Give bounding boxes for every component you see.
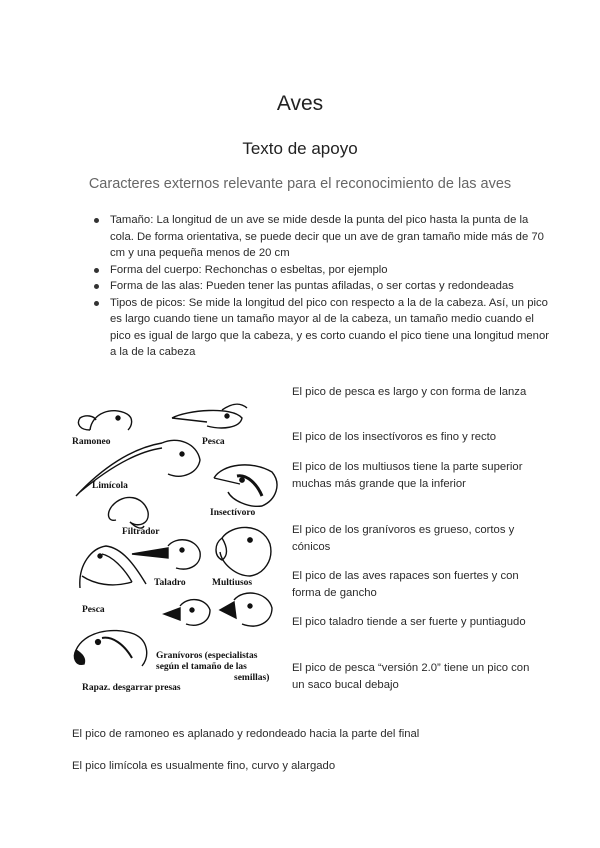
beak-description: El pico de los granívoros es grueso, cortos y cónicos <box>292 524 515 553</box>
multipurpose-beak-head-icon <box>216 527 271 576</box>
list-item: Forma del cuerpo: Rechonchas o esbeltas, por ejemplo <box>110 262 550 279</box>
fishing-bird-head-icon <box>172 404 247 428</box>
label-filtrador: Filtrador <box>122 527 160 537</box>
list-item: Tipos de picos: Se mide la longitud del pico con respecto a la de la cabeza. Así, un pico es largo cuando tiene un tamaño mayor al de la cabeza, un tamaño medio cuando el pico es igual de largo que la cabeza, y es corto cuando el pico tiene una longitud menor a la de la cabeza <box>110 295 550 361</box>
label-ramoneo: Ramoneo <box>72 437 111 447</box>
list-item: Tamaño: La longitud de un ave se mide desde la punta del pico hasta la punta de la cola. De forma orientativa, se puede decir que un ave de gran tamaño mide más de 70 cm y una pequeña menos de 20 cm <box>110 212 550 262</box>
list-item: Forma de las alas: Pueden tener las puntas afiladas, o ser cortas y redondeadas <box>110 278 550 295</box>
drill-beak-head-icon <box>132 540 200 569</box>
beak-description: El pico de pesca es largo y con forma de lanza <box>292 386 527 398</box>
label-pesca-top: Pesca <box>202 437 225 447</box>
filter-feeder-head-icon <box>109 497 149 528</box>
page-title: Aves <box>276 92 324 115</box>
label-granivoros-line3: semillas) <box>234 673 270 683</box>
bird-heads-drawing <box>72 388 284 700</box>
page-subtitle: Texto de apoyo <box>242 139 358 158</box>
label-multiusos: Multiusos <box>212 578 253 588</box>
characteristics-list <box>92 212 550 361</box>
label-granivoros-line2: según el tamaño de las <box>156 662 247 672</box>
label-insectivoro: Insectívoro <box>210 508 256 518</box>
beak-description: El pico de los multiusos tiene la parte superior muchas más grande que la inferior <box>292 461 523 490</box>
section-heading: Caracteres externos relevante para el reconocimiento de las aves <box>88 176 512 192</box>
closing-paragraph: El pico de ramoneo es aplanado y redondeado hacia la parte del final <box>72 728 420 740</box>
raptor-head-icon <box>74 631 146 666</box>
beak-description: El pico de los insectívoros es fino y recto <box>292 431 497 443</box>
label-taladro: Taladro <box>154 578 186 588</box>
beak-description: El pico de pesca “versión 2.0” tiene un pico con un saco bucal debajo <box>292 662 530 691</box>
pelican-head-icon <box>80 546 146 588</box>
closing-paragraph: El pico limícola es usualmente fino, curvo y alargado <box>72 760 336 772</box>
insectivore-head-icon <box>214 465 277 506</box>
label-granivoros-line1: Granívoros (especialistas <box>156 651 258 661</box>
seed-eater-head-icon <box>164 600 210 626</box>
beak-description: El pico taladro tiende a ser fuerte y puntiagudo <box>292 616 526 628</box>
seed-eater-head-icon <box>220 593 272 626</box>
duck-head-icon <box>78 411 131 430</box>
label-limicola: Limícola <box>92 481 128 491</box>
label-pesca-bottom: Pesca <box>82 605 105 615</box>
beak-descriptions <box>292 384 542 696</box>
beak-description: El pico de las aves rapaces son fuertes y con forma de gancho <box>292 570 519 599</box>
label-rapaz: Rapaz. desgarrar presas <box>82 683 181 693</box>
beak-types-illustration <box>72 388 284 700</box>
